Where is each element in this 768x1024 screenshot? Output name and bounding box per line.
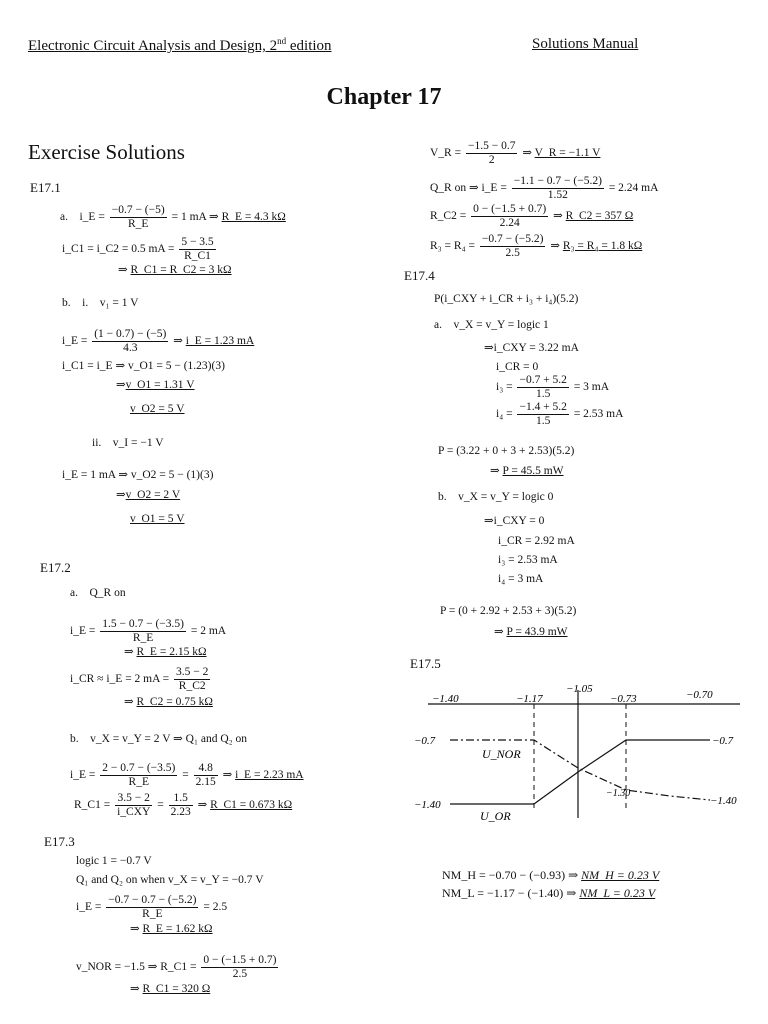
e17-4-b3: i₃ = 2.53 mA [498,554,558,566]
chapter-heading: Chapter 17 [326,84,442,110]
e17-4-a2: i_CR = 0 [496,361,539,373]
e17-1-bii-line3: v_O1 = 5 V [130,513,185,525]
e17-4-label: E17.4 [404,268,435,283]
e17-1-bii-label: ii. v_I = −1 V [92,437,164,449]
right-line3: R_C2 = $\frac{0 - (-1.5 + 0.7)}{2.24}$ ⇒ R_C2 = 357 Ω [430,203,634,229]
mid-label: −1.30 [606,788,631,799]
e17-2-line6: R_C1 = $\frac{3.5 - 2}{\text{i\_CXY}}$ = $\frac{1.5}{2.23}$ ⇒ R_C1 = 0.673 kΩ [74,792,293,818]
tick-label-3: −1.05 [566,683,593,695]
book-title: Electronic Circuit Analysis and Design, 2nd edition [28,36,332,54]
e17-4-b5: P = (0 + 2.92 + 2.53 + 3)(5.2) [440,605,577,617]
e17-4-a5: P = (3.22 + 0 + 3 + 2.53)(5.2) [438,445,575,457]
e17-4-b-label: b. v_X = v_Y = logic 0 [438,491,554,503]
right-line4: R₃ = R₄ = $\frac{-0.7 - (-5.2)}{2.5}$ ⇒ R₃ = R₄ = 1.8 kΩ [430,233,643,259]
tick-label-4: −0.73 [610,693,637,705]
transfer-characteristic-sketch [410,678,750,828]
e17-1-bi-line3: ⇒v_O1 = 1.31 V [116,379,195,391]
e17-5-label: E17.5 [410,656,441,671]
e17-1-bi-line2: i_C1 = i_E ⇒ v_O1 = 5 − (1.23)(3) [62,360,225,372]
e17-4-a1: ⇒i_CXY = 3.22 mA [484,342,579,354]
e17-1-bi-line4: v_O2 = 5 V [130,403,185,415]
tick-label-2: −1.17 [516,693,543,705]
e17-2-b-label: b. v_X = v_Y = 2 V ⇒ Q₁ and Q₂ on [70,733,248,745]
tick-label-5: −0.70 [686,689,713,701]
e17-3-line5: v_NOR = −1.5 ⇒ R_C1 = $\frac{0 - (-1.5 + 0.7)}{2.5}$ [76,954,277,980]
e17-4-b6: ⇒ P = 43.9 mW [494,626,568,638]
tick-label-1: −1.40 [432,693,459,705]
section-title: Exercise Solutions [28,140,185,164]
noise-margin-high: NM_H = −0.70 − (−0.93) ⇒ NM_H = 0.23 V [442,868,660,882]
e17-4-a4: i₄ = $\frac{-1.4 + 5.2}{1.5}$ = 2.53 mA [496,401,624,427]
e17-3-line3: i_E = $\frac{-0.7 - 0.7 - (-5.2)}{R\_E}$ = 2.5 [76,894,228,920]
e17-4-power-eq: P(i_CXY + i_CR + i₃ + i₄)(5.2) [434,293,579,305]
nor-curve-label: U_NOR [482,747,521,761]
or-curve-label: U_OR [480,809,511,823]
e17-2-line3: i_CR ≈ i_E = 2 mA = $\frac{3.5 - 2}{R\_C2}$ [70,666,209,692]
e17-2-line2: ⇒ R_E = 2.15 kΩ [124,646,207,658]
level-hi-right: −0.7 [712,735,734,747]
level-hi-left: −0.7 [414,735,436,747]
e17-2-line4: ⇒ R_C2 = 0.75 kΩ [124,696,213,708]
e17-1-b-label: b. i. v₁ = 1 V [62,297,139,309]
e17-4-a-label: a. v_X = v_Y = logic 1 [434,319,549,331]
e17-3-line4: ⇒ R_E = 1.62 kΩ [130,923,213,935]
e17-4-a3: i₃ = $\frac{-0.7 + 5.2}{1.5}$ = 3 mA [496,374,610,400]
e17-4-b1: ⇒i_CXY = 0 [484,515,545,527]
e17-3-line1: logic 1 = −0.7 V [76,855,152,867]
e17-4-b4: i₄ = 3 mA [498,573,544,585]
e17-2-line5: i_E = $\frac{2 - 0.7 - (-3.5)}{R\_E}$ = $\frac{4.8}{2.15}$ ⇒ i_E = 2.23 mA [70,762,304,788]
e17-3-label: E17.3 [44,834,75,849]
e17-4-b2: i_CR = 2.92 mA [498,535,575,547]
e17-1-a-line3: ⇒ R_C1 = R_C2 = 3 kΩ [118,264,232,276]
e17-1-label: E17.1 [30,180,61,195]
e17-3-line6: ⇒ R_C1 = 320 Ω [130,983,211,995]
e17-1-bii-line2: ⇒v_O2 = 2 V [116,489,181,501]
e17-2-label: E17.2 [40,560,71,575]
manual-title: Solutions Manual [532,36,639,52]
e17-1-a-line2: i_C1 = i_C2 = 0.5 mA = $\frac{5 - 3.5}{R\_C1}$ [62,236,214,262]
level-lo-left: −1.40 [414,799,441,811]
right-line2: Q_R on ⇒ i_E = $\frac{-1.1 - 0.7 - (-5.2)}{1.52}$ = 2.24 mA [430,175,659,201]
e17-3-line2: Q₁ and Q₂ on when v_X = v_Y = −0.7 V [76,874,264,886]
e17-4-a6: ⇒ P = 45.5 mW [490,465,564,477]
e17-1-bi-line1: i_E = $\frac{(1 - 0.7) - (-5)}{4.3}$ ⇒ i_E = 1.23 mA [62,328,255,354]
e17-1-bii-line1: i_E = 1 mA ⇒ v_O2 = 5 − (1)(3) [62,469,214,481]
level-lo-right: −1.40 [710,795,737,807]
right-line1: V_R = $\frac{-1.5 - 0.7}{2}$ ⇒ V_R = −1.1 V [430,140,601,166]
e17-2-line1: i_E = $\frac{1.5 - 0.7 - (-3.5)}{R\_E}$ = 2 mA [70,618,227,644]
noise-margin-low: NM_L = −1.17 − (−1.40) ⇒ NM_L = 0.23 V [442,886,656,900]
e17-2-a-label: a. Q_R on [70,587,126,599]
e17-1-a-line1: a. i_E = $\frac{-0.7 - (-5)}{R\_E}$ = 1 mA ⇒ R_E = 4.3 kΩ [60,204,286,230]
